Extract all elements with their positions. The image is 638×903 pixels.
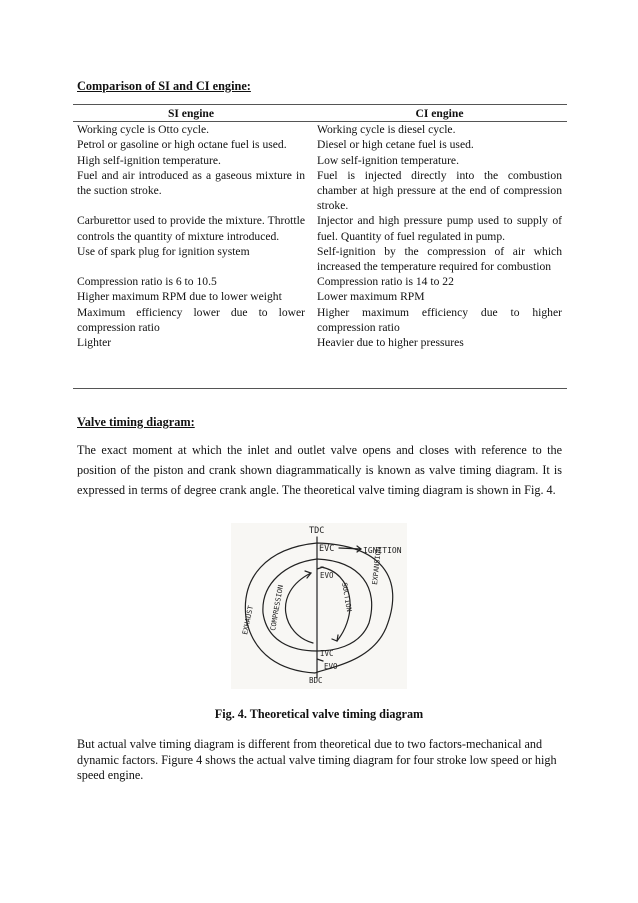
si-cell: Carburettor used to provide the mixture. Throttle controls the quantity of mixture introduced. <box>77 214 305 243</box>
evo-top-label: EVO <box>320 571 334 580</box>
table-header-row <box>77 106 562 122</box>
bdc-label: BDC <box>309 676 323 685</box>
section-heading-comparison: Comparison of SI and CI engine: <box>77 79 251 93</box>
expansion-label: EXPANSION <box>371 546 383 586</box>
evo-bottom-label: EVO <box>324 662 338 671</box>
closing-paragraph: But actual valve timing diagram is different from theoretical due to two factors-mechanical and dynamic factors. Figure 4 shows the actual valve timing diagram for four stroke low speed or high speed engine. <box>77 737 557 782</box>
section-heading-valve-timing: Valve timing diagram: <box>77 415 195 429</box>
ignition-pointer <box>339 548 361 549</box>
header-ci-engine: CI engine <box>415 107 464 120</box>
si-cell: Petrol or gasoline or high octane fuel is used. <box>77 138 287 152</box>
table-row <box>77 274 562 289</box>
table-row <box>77 137 562 152</box>
exhaust-label: EXHAUST <box>241 604 256 636</box>
table-row <box>77 168 562 214</box>
table-top-rule <box>73 104 567 105</box>
ci-cell: Injector and high pressure pump used to supply of fuel. Quantity of fuel regulated in pump. <box>317 214 562 243</box>
si-cell: Maximum efficiency lower due to lower compression ratio <box>77 305 305 334</box>
ci-cell: Lower maximum RPM <box>317 290 425 304</box>
si-cell: Higher maximum RPM due to lower weight <box>77 290 282 304</box>
si-cell: Fuel and air introduced as a gaseous mixture in the suction stroke. <box>77 168 305 198</box>
ci-cell: Low self-ignition temperature. <box>317 153 459 167</box>
table-row <box>77 244 562 274</box>
figure-caption: Fig. 4. Theoretical valve timing diagram <box>214 707 424 721</box>
comparison-table <box>77 106 562 350</box>
table-header-rule <box>73 121 567 122</box>
table-bottom-rule <box>73 388 567 389</box>
evc-label: EVC <box>319 544 335 554</box>
si-cell: Compression ratio is 6 to 10.5 <box>77 275 217 289</box>
tdc-label: TDC <box>309 526 325 536</box>
header-si-engine: SI engine <box>167 107 215 120</box>
compression-label: COMPRESSION <box>269 584 286 632</box>
si-cell: Use of spark plug for ignition system <box>77 244 250 258</box>
suction-label: SUCTION <box>340 581 354 613</box>
si-cell: High self-ignition temperature. <box>77 153 221 167</box>
ci-cell: Fuel is injected directly into the combustion chamber at high pressure at the end of compression stroke. <box>317 168 562 213</box>
valve-timing-paragraph: The exact moment at which the inlet and outlet valve opens and closes with reference to the position of the piston and crank shown diagrammatically is known as valve timing diagram. It is expressed in terms of degree crank angle. The theoretical valve timing diagram is shown in Fig. 4. <box>77 443 562 497</box>
table-row <box>77 289 562 304</box>
ci-cell: Compression ratio is 14 to 22 <box>317 275 454 289</box>
si-cell: Lighter <box>77 336 112 350</box>
ivc-label: IVC <box>320 649 334 658</box>
si-cell: Working cycle is Otto cycle. <box>77 123 210 137</box>
table-row <box>77 213 562 243</box>
valve-timing-sketch <box>231 523 407 689</box>
table-row <box>77 335 562 350</box>
ci-cell: Heavier due to higher pressures <box>317 336 464 350</box>
ci-cell: Working cycle is diesel cycle. <box>317 123 456 137</box>
compression-arc <box>285 573 313 643</box>
table-row <box>77 305 562 335</box>
suction-arrowhead <box>332 635 338 641</box>
table-row <box>77 122 562 137</box>
ci-cell: Diesel or high cetane fuel is used. <box>317 138 474 152</box>
ci-cell: Higher maximum efficiency due to higher compression ratio <box>317 305 562 334</box>
ignition-label: IGNITION <box>363 546 402 555</box>
ci-cell: Self-ignition by the compression of air which increased the temperature required for combustion <box>317 244 562 274</box>
table-row <box>77 153 562 168</box>
valve-timing-diagram <box>231 523 407 689</box>
